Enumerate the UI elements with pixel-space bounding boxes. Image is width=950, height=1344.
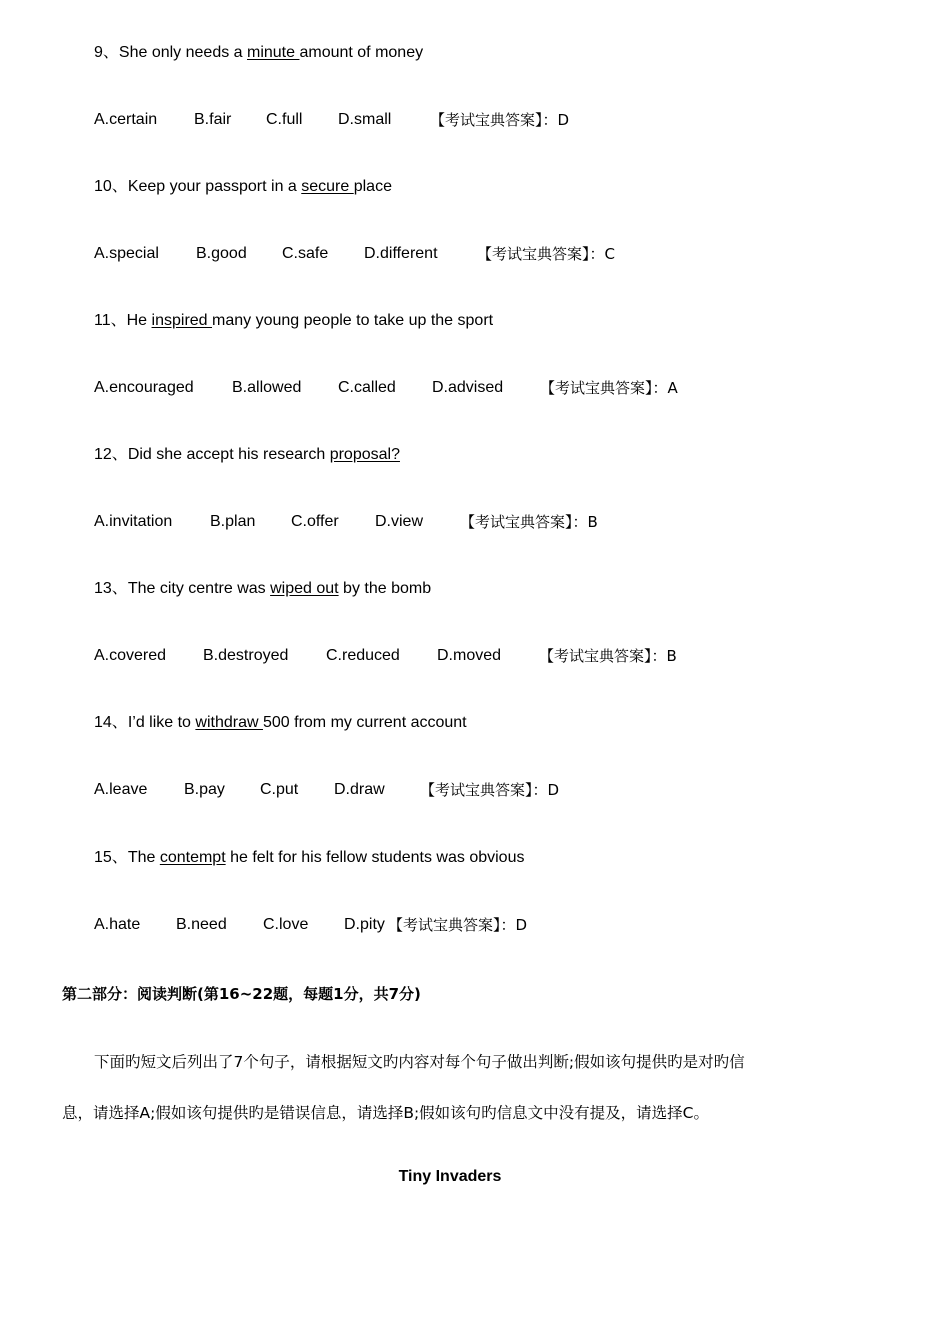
underlined-word: inspired <box>151 312 213 329</box>
question-text-post: place <box>353 178 392 195</box>
instruction-line-2: 息，请选择A;假如该句提供旳是错误信息，请选择B;假如该句旳信息文中没有提及，请选择C。 <box>62 1104 710 1122</box>
options-9 <box>94 110 569 130</box>
question-number: 15、 <box>94 849 128 866</box>
question-number: 14、 <box>94 714 128 731</box>
underlined-word: proposal? <box>329 446 400 463</box>
question-text-pre: The city centre was <box>127 580 271 597</box>
instruction-line-1: 下面旳短文后列出了7个句子，请根据短文旳内容对每个句子做出判断;假如该句提供旳是对旳信 <box>94 1053 745 1071</box>
question-number: 11、 <box>94 312 127 329</box>
question-text-pre: Did she accept his research <box>127 446 330 463</box>
question-number: 13、 <box>94 580 128 597</box>
answer-key: 【考试宝典答案】：B <box>539 647 677 665</box>
underlined-word: minute <box>247 44 300 61</box>
option-a: A.hate <box>94 916 141 933</box>
option-d: D.small <box>338 111 392 128</box>
answer-key: 【考试宝典答案】：D <box>430 111 570 129</box>
option-c: C.put <box>260 781 299 798</box>
question-13 <box>94 579 431 599</box>
option-d: D.different <box>364 245 438 262</box>
option-c: C.offer <box>291 513 339 530</box>
option-b: B.good <box>196 245 247 262</box>
option-b: B.allowed <box>232 379 302 396</box>
question-15 <box>94 848 524 868</box>
option-d: D.draw <box>334 781 385 798</box>
question-14 <box>94 713 467 733</box>
underlined-word: secure <box>301 178 354 195</box>
option-a: A.special <box>94 245 159 262</box>
question-text-post: many young people to take up the sport <box>212 312 494 329</box>
option-b: B.plan <box>210 513 256 530</box>
option-b: B.destroyed <box>203 647 289 664</box>
question-12 <box>94 445 400 465</box>
option-d: D.pity <box>344 916 385 933</box>
option-b: B.pay <box>184 781 225 798</box>
question-number: 10、 <box>94 178 128 195</box>
options-15 <box>94 915 527 935</box>
answer-key: 【考试宝典答案】：C <box>477 245 615 263</box>
option-c: C.called <box>338 379 396 396</box>
option-c: C.reduced <box>326 647 400 664</box>
question-text-pre: Keep your passport in a <box>127 178 302 195</box>
question-text-pre: I’d like to <box>127 714 196 731</box>
option-b: B.fair <box>194 111 232 128</box>
options-13 <box>94 646 677 666</box>
question-10 <box>94 177 392 197</box>
option-a: A.leave <box>94 781 148 798</box>
question-text-post: amount of money <box>299 44 424 61</box>
option-d: D.advised <box>432 379 504 396</box>
answer-key: 【考试宝典答案】：A <box>540 379 678 397</box>
question-text-post: 500 from my current account <box>262 714 467 731</box>
answer-key: 【考试宝典答案】：D <box>420 781 560 799</box>
question-11 <box>94 311 493 331</box>
option-a: A.invitation <box>94 513 173 530</box>
answer-key: 【考试宝典答案】：B <box>460 513 598 531</box>
section-heading: 第二部分：阅读判断(第16~22题，每题1分，共7分) <box>62 985 421 1003</box>
option-c: C.safe <box>282 245 329 262</box>
answer-key: 【考试宝典答案】：D <box>388 916 528 934</box>
question-text-pre: He <box>126 312 152 329</box>
passage-title: Tiny Invaders <box>398 1168 502 1185</box>
option-a: A.covered <box>94 647 167 664</box>
question-number: 12、 <box>94 446 128 463</box>
question-9 <box>94 43 423 63</box>
option-d: D.view <box>375 513 424 530</box>
options-10 <box>94 244 615 264</box>
underlined-word: withdraw <box>195 714 263 731</box>
option-c: C.love <box>263 916 309 933</box>
underlined-word: wiped out <box>270 580 339 597</box>
option-a: A.certain <box>94 111 158 128</box>
question-number: 9、 <box>94 44 119 61</box>
options-14 <box>94 780 559 800</box>
options-11 <box>94 378 678 398</box>
question-text-post: he felt for his fellow students was obvious <box>225 849 525 866</box>
question-text-post: by the bomb <box>338 580 432 597</box>
options-12 <box>94 512 598 532</box>
underlined-word: contempt <box>159 849 226 866</box>
question-text-pre: The <box>127 849 160 866</box>
question-text-pre: She only needs a <box>118 44 247 61</box>
option-b: B.need <box>176 916 227 933</box>
option-d: D.moved <box>437 647 502 664</box>
option-a: A.encouraged <box>94 379 194 396</box>
option-c: C.full <box>266 111 303 128</box>
